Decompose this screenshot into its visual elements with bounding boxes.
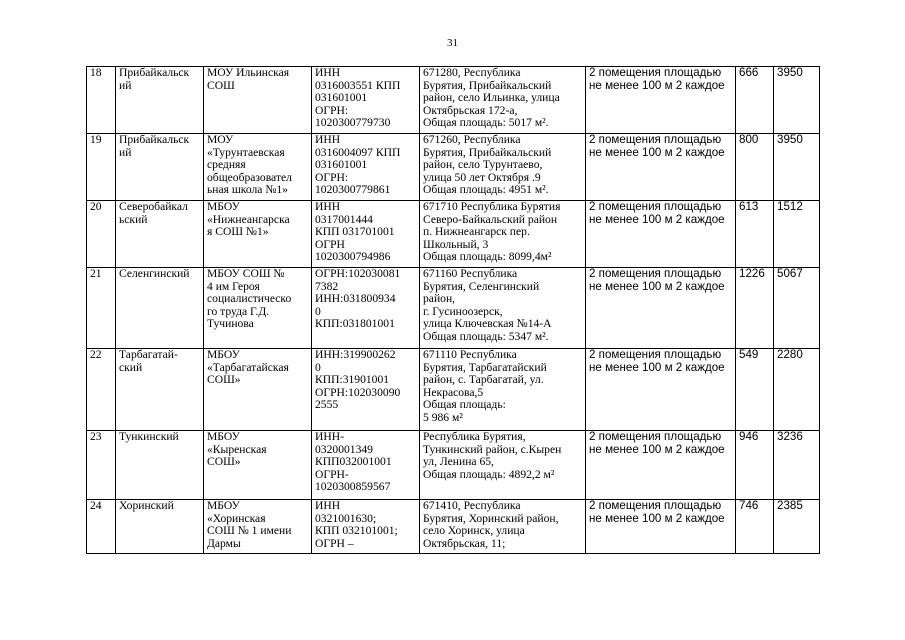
total-cell: 3950 — [774, 134, 820, 201]
school-cell: МБОУ «Тарбагатайская СОШ» — [204, 349, 312, 431]
address-cell: 671160 Республика Бурятия, Селенгинский район, г. Гусиноозерск, улица Ключевская №14-А Общая площадь: 5347 м². — [420, 268, 586, 349]
school-cell: МБОУ «Хоринская СОШ № 1 имени Дармы — [204, 500, 312, 554]
table-row — [87, 349, 820, 431]
address-cell: 671410, Республика Бурятия, Хоринский район, село Хоринск, улица Октябрьская, 11; — [420, 500, 586, 554]
premises-need-cell: 2 помещения площадью не менее 100 м 2 каждое — [586, 500, 736, 554]
count-cell: 800 — [736, 134, 774, 201]
count-cell: 946 — [736, 431, 774, 500]
district-cell: Прибайкальск ий — [116, 67, 204, 134]
requisites-cell: ОГРН:102030081 7382 ИНН:031800934 0 КПП:031801001 — [312, 268, 420, 349]
address-cell: 671280, Республика Бурятия, Прибайкальский район, село Ильинка, улица Октябрьская 172-а, Общая площадь: 5017 м². — [420, 67, 586, 134]
requisites-cell: ИНН- 0320001349 КПП032001001 ОГРН- 1020300859567 — [312, 431, 420, 500]
table-row — [87, 268, 820, 349]
district-cell: Северобайкал ьский — [116, 201, 204, 268]
address-cell: 671260, Республика Бурятия, Прибайкальский район, село Турунтаево, улица 50 лет Октября .9 Общая площадь: 4951 м². — [420, 134, 586, 201]
total-cell: 3236 — [774, 431, 820, 500]
requisites-cell: ИНН 0316003551 КПП 031601001 ОГРН: 1020300779730 — [312, 67, 420, 134]
premises-need-cell: 2 помещения площадью не менее 100 м 2 каждое — [586, 268, 736, 349]
premises-need-cell: 2 помещения площадью не менее 100 м 2 каждое — [586, 67, 736, 134]
school-cell: МОУ «Турунтаевская средняя общеобразовател ьная школа №1» — [204, 134, 312, 201]
district-cell: Тункинский — [116, 431, 204, 500]
district-cell: Хоринский — [116, 500, 204, 554]
premises-need-cell: 2 помещения площадью не менее 100 м 2 каждое — [586, 201, 736, 268]
count-cell: 1226 — [736, 268, 774, 349]
district-cell: Селенгинский — [116, 268, 204, 349]
total-cell: 3950 — [774, 67, 820, 134]
school-cell: МБОУ «Кыренская СОШ» — [204, 431, 312, 500]
district-cell: Прибайкальск ий — [116, 134, 204, 201]
count-cell: 549 — [736, 349, 774, 431]
total-cell: 2385 — [774, 500, 820, 554]
school-cell: МОУ Ильинская СОШ — [204, 67, 312, 134]
premises-need-cell: 2 помещения площадью не менее 100 м 2 каждое — [586, 349, 736, 431]
requisites-cell: ИНН 0316004097 КПП 031601001 ОГРН: 1020300779861 — [312, 134, 420, 201]
district-cell: Тарбагатай- ский — [116, 349, 204, 431]
row-number-cell: 21 — [87, 268, 116, 349]
table-row — [87, 67, 820, 134]
table-row — [87, 201, 820, 268]
schools-table — [86, 66, 820, 554]
address-cell: 671110 Республика Бурятия, Тарбагатайский район, с. Тарбагатай, ул. Некрасова,5 Общая площадь: 5 986 м² — [420, 349, 586, 431]
count-cell: 613 — [736, 201, 774, 268]
table-row — [87, 500, 820, 554]
row-number-cell: 19 — [87, 134, 116, 201]
row-number-cell: 20 — [87, 201, 116, 268]
row-number-cell: 22 — [87, 349, 116, 431]
address-cell: Республика Бурятия, Тункинский район, с.Кырен ул, Ленина 65, Общая площадь: 4892,2 м² — [420, 431, 586, 500]
total-cell: 5067 — [774, 268, 820, 349]
row-number-cell: 24 — [87, 500, 116, 554]
requisites-cell: ИНН:319900262 0 КПП:31901001 ОГРН:102030090 2555 — [312, 349, 420, 431]
address-cell: 671710 Республика Бурятия Северо-Байкальский район п. Нижнеангарск пер. Школьный, 3 Общая площадь: 8099,4м² — [420, 201, 586, 268]
count-cell: 666 — [736, 67, 774, 134]
table-row — [87, 431, 820, 500]
total-cell: 1512 — [774, 201, 820, 268]
total-cell: 2280 — [774, 349, 820, 431]
count-cell: 746 — [736, 500, 774, 554]
row-number-cell: 23 — [87, 431, 116, 500]
premises-need-cell: 2 помещения площадью не менее 100 м 2 каждое — [586, 431, 736, 500]
requisites-cell: ИНН 0321001630; КПП 032101001; ОГРН – — [312, 500, 420, 554]
school-cell: МБОУ «Нижнеангарска я СОШ №1» — [204, 201, 312, 268]
school-cell: МБОУ СОШ № 4 им Героя социалистическо го труда Г.Д. Тучинова — [204, 268, 312, 349]
requisites-cell: ИНН 0317001444 КПП 031701001 ОГРН 1020300794986 — [312, 201, 420, 268]
page-number: 31 — [447, 37, 458, 49]
table-row — [87, 134, 820, 201]
row-number-cell: 18 — [87, 67, 116, 134]
premises-need-cell: 2 помещения площадью не менее 100 м 2 каждое — [586, 134, 736, 201]
